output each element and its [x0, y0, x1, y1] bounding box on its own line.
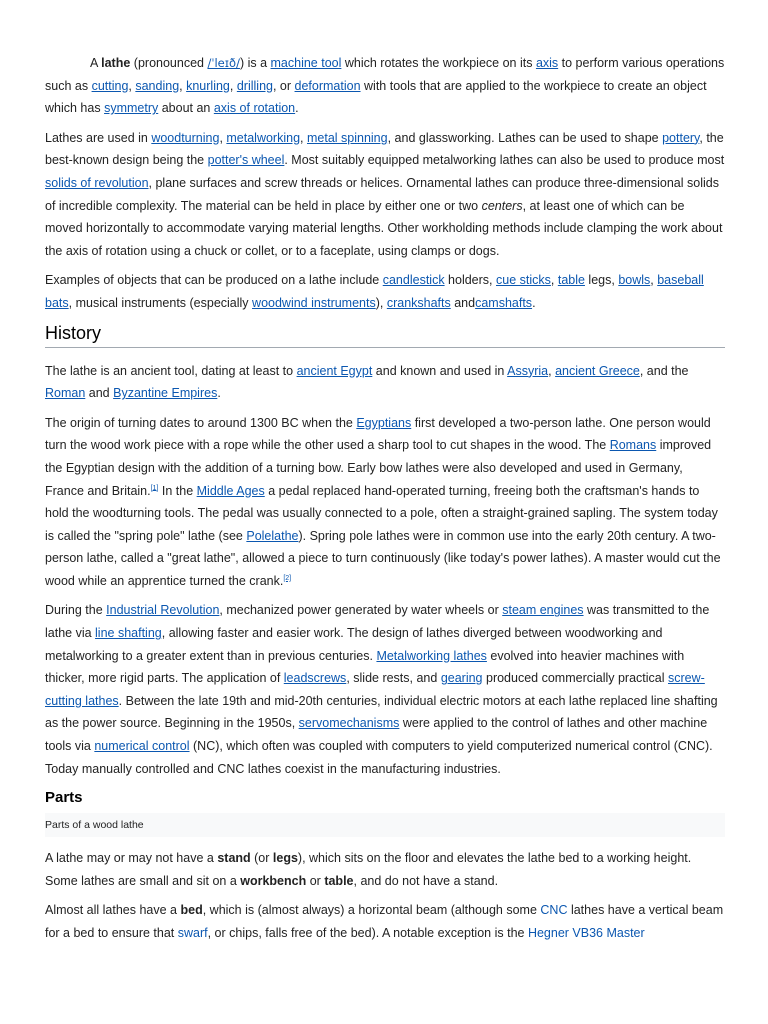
- link-pottery[interactable]: pottery: [662, 130, 700, 145]
- link-servomechanisms[interactable]: servomechanisms: [298, 716, 400, 731]
- link-candlestick[interactable]: candlestick: [382, 273, 445, 288]
- link-screw-cutting-lathes[interactable]: screw-cutting lathes: [45, 671, 705, 708]
- link-industrial-revolution[interactable]: Industrial Revolution: [106, 603, 220, 618]
- intro-paragraph-2: Lathes are used in woodturning, metalworking, metal spinning, and glassworking. Lathes can be used to shape pottery, the best-known design being the potter's wheel. Most suitably equipped metalworking lathes can also be used to produce most solids of revolution, plane surfaces and screw threads or helices. Ornamental lathes can produce three-dimensional solids of incredible complexity. The material can be held in place by either one or two centers, at least one of which can be moved horizontally to accommodate varying material lengths. Other workholding methods include clamping the work about the axis of rotation using a chuck or collet, or to a faceplate, using clamps or dogs.: [45, 130, 725, 258]
- link-cnc[interactable]: CNC: [540, 903, 568, 918]
- term-table: table: [324, 873, 354, 888]
- link-table[interactable]: table: [557, 273, 585, 288]
- intro-paragraph-1: A lathe (pronounced /ˈleɪð/) is a machine tool which rotates the workpiece on its axis to perform various operations such as cutting, sanding, knurling, drilling, or deformation with tools that are applied to the workpiece to create an object which has symmetry about an axis of rotation.: [45, 56, 725, 116]
- link-metal-spinning[interactable]: metal spinning: [306, 130, 388, 145]
- link-deformation[interactable]: deformation: [294, 78, 361, 93]
- parts-paragraph-1: A lathe may or may not have a stand (or legs), which sits on the floor and elevates the lathe bed to a working height. Some lathes are small and sit on a workbench or table, and do not have a stand.: [45, 851, 692, 888]
- link-steam-engines[interactable]: steam engines: [502, 603, 584, 618]
- intro-paragraph-3: Examples of objects that can be produced on a lathe include candlestick holders, cue sticks, table legs, bowls, baseball bats, musical instruments (especially woodwind instruments), crankshafts andcamshafts.: [45, 273, 704, 310]
- figure-caption: Parts of a wood lathe: [45, 813, 725, 837]
- link-line-shafting[interactable]: line shafting: [95, 626, 162, 641]
- term-workbench: workbench: [240, 873, 307, 888]
- link-numerical-control[interactable]: numerical control: [94, 739, 190, 754]
- term-bed: bed: [180, 903, 203, 918]
- parts-paragraph-2: Almost all lathes have a bed, which is (almost always) a horizontal beam (although some CNC lathes have a vertical beam for a bed to ensure that swarf, or chips, falls free of the bed). A notable exception is the Hegner VB36 Master: [45, 903, 724, 940]
- link-woodturning[interactable]: woodturning: [151, 130, 220, 145]
- link-sanding[interactable]: sanding: [135, 78, 180, 93]
- link-polelathe[interactable]: Polelathe: [246, 528, 299, 543]
- history-paragraph-2: The origin of turning dates to around 1300 BC when the Egyptians first developed a two-person lathe. One person would turn the wood work piece with a rope while the other used a sharp tool to cut shapes in the wood. The Romans improved the Egyptian design with the addition of a turning bow. Early bow lathes were also developed and used in Germany, France and Britain.[1] In the Middle Ages a pedal replaced hand-operated turning, freeing both the craftsman's hands to hold the woodturning tools. The pedal was usually connected to a pole, often a straight-grained sapling. The system today is called the "spring pole" lathe (see Polelathe). Spring pole lathes were in common use into the early 20th century. A two-person lathe, called a "great lathe", allowed a piece to turn continuously (like today's power lathes). A master would cut the wood while an apprentice turned the crank.[2]: [45, 415, 721, 588]
- link-bowls[interactable]: bowls: [618, 273, 651, 288]
- history-paragraph-3: During the Industrial Revolution, mechanized power generated by water wheels or steam engines was transmitted to the lathe via line shafting, allowing faster and easier work. The design of lathes diverged between woodworking and metalworking to a greater extent than in previous centuries. Metalworking lathes evolved into heavier machines with thicker, more rigid parts. The application of leadscrews, slide rests, and gearing produced commercially practical screw-cutting lathes. Between the late 19th and mid-20th centuries, individual electric motors at each lathe replaced line shafting as the power source. Beginning in the 1950s, servomechanisms were applied to the control of lathes and other machine tools via numerical control (NC), which often was coupled with computers to yield computerized numerical control (CNC). Today manually controlled and CNC lathes coexist in the manufacturing industries.: [45, 603, 718, 776]
- link-romans[interactable]: Romans: [609, 438, 657, 453]
- link-byzantine-empires[interactable]: Byzantine Empires: [113, 386, 218, 401]
- link-leadscrews[interactable]: leadscrews: [283, 671, 347, 686]
- link-swarf[interactable]: swarf: [177, 926, 208, 940]
- link-metalworking-lathes[interactable]: Metalworking lathes: [376, 648, 487, 663]
- link-middle-ages[interactable]: Middle Ages: [196, 483, 265, 498]
- link-hegner-vb36-master[interactable]: Hegner VB36 Master: [527, 926, 645, 940]
- link-potters-wheel[interactable]: potter's wheel: [207, 153, 285, 168]
- link-axis-of-rotation[interactable]: axis of rotation: [213, 101, 296, 116]
- parts-heading: Parts: [45, 789, 83, 807]
- link-woodwind-instruments[interactable]: woodwind instruments: [252, 295, 376, 310]
- link-crankshafts[interactable]: crankshafts: [386, 295, 451, 310]
- ipa-pronunciation-link[interactable]: /ˈleɪð/: [207, 56, 240, 70]
- history-heading: History: [45, 322, 725, 348]
- link-egyptians[interactable]: Egyptians: [356, 415, 412, 430]
- link-gearing[interactable]: gearing: [440, 671, 483, 686]
- reference-link-2[interactable]: [2]: [283, 574, 292, 582]
- term-centers: centers: [481, 198, 523, 213]
- link-roman[interactable]: Roman: [45, 386, 86, 401]
- link-drilling[interactable]: drilling: [236, 78, 273, 93]
- link-axis[interactable]: axis: [535, 56, 559, 70]
- term-lathe: lathe: [101, 56, 131, 70]
- link-cue-sticks[interactable]: cue sticks: [496, 273, 551, 288]
- link-cutting[interactable]: cutting: [91, 78, 129, 93]
- history-paragraph-1: The lathe is an ancient tool, dating at least to ancient Egypt and known and used in Assyria, ancient Greece, and the Roman and Byzantine Empires.: [45, 363, 689, 401]
- link-ancient-greece[interactable]: ancient Greece: [555, 363, 640, 378]
- link-ancient-egypt[interactable]: ancient Egypt: [296, 363, 373, 378]
- term-legs: legs: [272, 851, 298, 866]
- link-knurling[interactable]: knurling: [186, 78, 230, 93]
- article-body: [45, 0, 725, 945]
- link-machine-tool[interactable]: machine tool: [270, 56, 342, 70]
- link-camshafts[interactable]: camshafts: [475, 295, 533, 310]
- link-symmetry[interactable]: symmetry: [104, 101, 159, 116]
- link-solids-of-revolution[interactable]: solids of revolution: [45, 175, 149, 190]
- link-assyria[interactable]: Assyria: [507, 363, 549, 378]
- reference-2: [283, 575, 291, 582]
- link-metalworking[interactable]: metalworking: [226, 130, 301, 145]
- link-baseball-bats[interactable]: baseball bats: [45, 273, 704, 310]
- term-stand: stand: [217, 851, 251, 866]
- reference-link-1[interactable]: [1]: [150, 484, 159, 492]
